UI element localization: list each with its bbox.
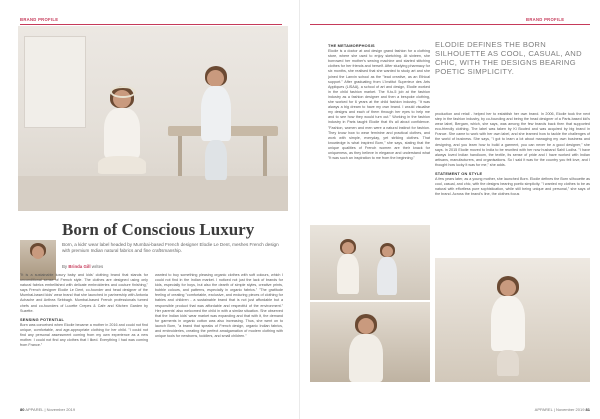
page-number: 81	[585, 407, 590, 412]
window-shape	[24, 36, 86, 128]
body-paragraph: Elodie is a doctor at and design grand fashion for a clothing store, where she used to enjoy sketching. At sixteen, she borrowed her mother's sewing machine and started stitching clothes for her friends and herself. After studying pharmacy for six months, she realised that she wanted to study art and she joined the Lanvin school as the "lead creative, as an Ethical support." After graduating from L'Institut Superieur des Arts Appliques (LISAA), a school of art and design, Elodie worked in the child fashion market. The 9-to-5 job at the fashion industry as a fashion designer and then a bespoke clothing, she worked for 6 years at the child fashion industry. "It was always a big dream to have my own brand. I would visualise my designs and each of them through her eyes to help me and to see how they would turn out." Working in the fashion industry in Paris taught Elodie that it's all about confidence. "Fashion, women and men were a natural instinct for fashion. They know how to wear feminine and practical clothes, and work with simple, everyday, yet striking clothes. That knowledge is what inspired Born," she says, stating that the unique qualities of French women are their knack for uniqueness, as they believe in elegance and understand what "It was such an inspiration to me from the beginning."	[328, 49, 430, 161]
magazine-name: APPAREL	[534, 407, 553, 412]
subhead-statement-on-style: STATEMENT ON STYLE	[435, 171, 483, 177]
article-headline: Born of Conscious Luxury	[62, 220, 255, 239]
magazine-name: APPAREL	[25, 407, 44, 412]
hero-photo	[18, 26, 288, 211]
pull-quote: ELODIE DEFINES THE BORN SILHOUETTE AS COOL, CASUAL, AND CHIC, WITH THE DESIGNS BEARING POETIC SIMPLICITY.	[435, 40, 582, 76]
body-paragraph: production and retail - helped her to establish her own brand. In 2006, Elodie took the next step in the fashion industry, by co-founding and being the head designer of a Paris-based kid's wear label, Bergam, which, she says, was among the few brands back then that supported eco-friendly clothing. The label was taken by Ki Bouted and was acquired by big brand in France. She came to work with her own label, and she learned how to tackle the challenges of the world of business. She says, "I got to learn a lot about managing my own business and designing, and you learn how to build a garment, you can never be a good designer," she says. In 2015 Elodie moved to India to be reunited with her now husband Sahil Lodha. "I have always loved Indian handloom, the textile, its sense of pride and I have worked with Indian artisans, manufacturers, and organisations. So I said it was for the country you felt love, and I thought how lucky it was for me," she adds.	[435, 112, 590, 167]
photo-children-bench	[310, 225, 430, 300]
photo-child-standing	[435, 258, 590, 382]
subhead-sensing-potential: SENSING POTENTIAL	[20, 316, 65, 322]
author-name: Brinda Gill	[68, 264, 91, 269]
right-column-2	[435, 112, 590, 252]
section-label: BRAND PROFILE	[526, 17, 565, 22]
page-folio: APPAREL | November 2019 81	[534, 407, 590, 412]
body-paragraph: Born was conceived when Elodie became a mother in 2016 and could not find unique, comfortable, and age-appropriate clothing for her child. "I could not find any personal assessment coming from my own experience as a new mother. I could not find any clothes that I liked. Everything I had was coming from France."	[20, 322, 148, 348]
subhead-metamorphosis: THE METAMORPHOSIS	[328, 43, 375, 48]
photo-child-portrait	[310, 302, 430, 382]
right-page	[300, 0, 600, 419]
intro-paragraph: "It is a sustainable luxury baby and kids' clothing brand that stands for unconditional sense of French style. The clothes are designed using only natural fabrics embellished with delicate embroideries and couture finishing," says French designer Elodie Le Dent, co-founder and head designer of the Mumbai-based kids' wear brand that she launched in partnership with Antonia Achache and Anthea Sebbagh. Mumbai-based French professionals turned chefs and co-founders of Lucette Crepes & Cafe and Kitchen Garden by Suzette.	[20, 273, 148, 313]
byline: By Brinda Gill writes	[62, 264, 104, 269]
issue-date: November 2019	[555, 407, 585, 412]
body-paragraph: wanted to buy something pleasing organic clothes with soft colours, which I could not find in the Indian market. I noticed not just the lack of brands for kids, especially for boys, but also the dearth of simple styles, creative prints, bubble colours, and patterns, especially in organic fabrics." "The gratitude feeling of creating "comfortable, exclusive, and enduring pieces of clothing for babies and children - a sustainable brand that is not just affordable but a responsible product that was affordable and respectful of the environment." Her parents' also welcomed the child in with a similar situation. She observed that the Indian kids' wear market was expanding and that with it, the demand for garments in organic cotton was also increasing. Thus, she went on to launch Born, "a brand that speaks of French design, organic Indian fabrics, and embroideries, creating the perfect amalgamation of modern clothing with unique tools for newborns, toddlers, and small children."	[155, 273, 283, 339]
header-rule	[20, 24, 282, 25]
left-column-2	[155, 273, 283, 405]
right-column-1	[328, 40, 430, 222]
left-column-1	[20, 273, 148, 405]
issue-date: November 2019	[46, 407, 76, 412]
header-rule	[310, 24, 590, 25]
page-number: 80	[20, 407, 25, 412]
floor-shape	[18, 176, 288, 211]
article-deck: Born, a kids' wear label headed by Mumbai-based French designer Elodie Le Dent, meshes French design with premium Indian natural fabrics and fine craftsmanship.	[62, 242, 279, 253]
page-folio: 80 APPAREL | November 2019	[20, 407, 76, 412]
section-label: BRAND PROFILE	[20, 17, 59, 22]
body-paragraph: A few years later, as a young mother, she launched Born. Elodie defines the Born silhouette as cool, casual, and chic, with the designs bearing poetic simplicity. "I wanted my clothes to be as natural with effortless pure sophistication, while still being unique and personal," she says of the brand. Across the brand's line, the clothes focus	[435, 177, 590, 197]
